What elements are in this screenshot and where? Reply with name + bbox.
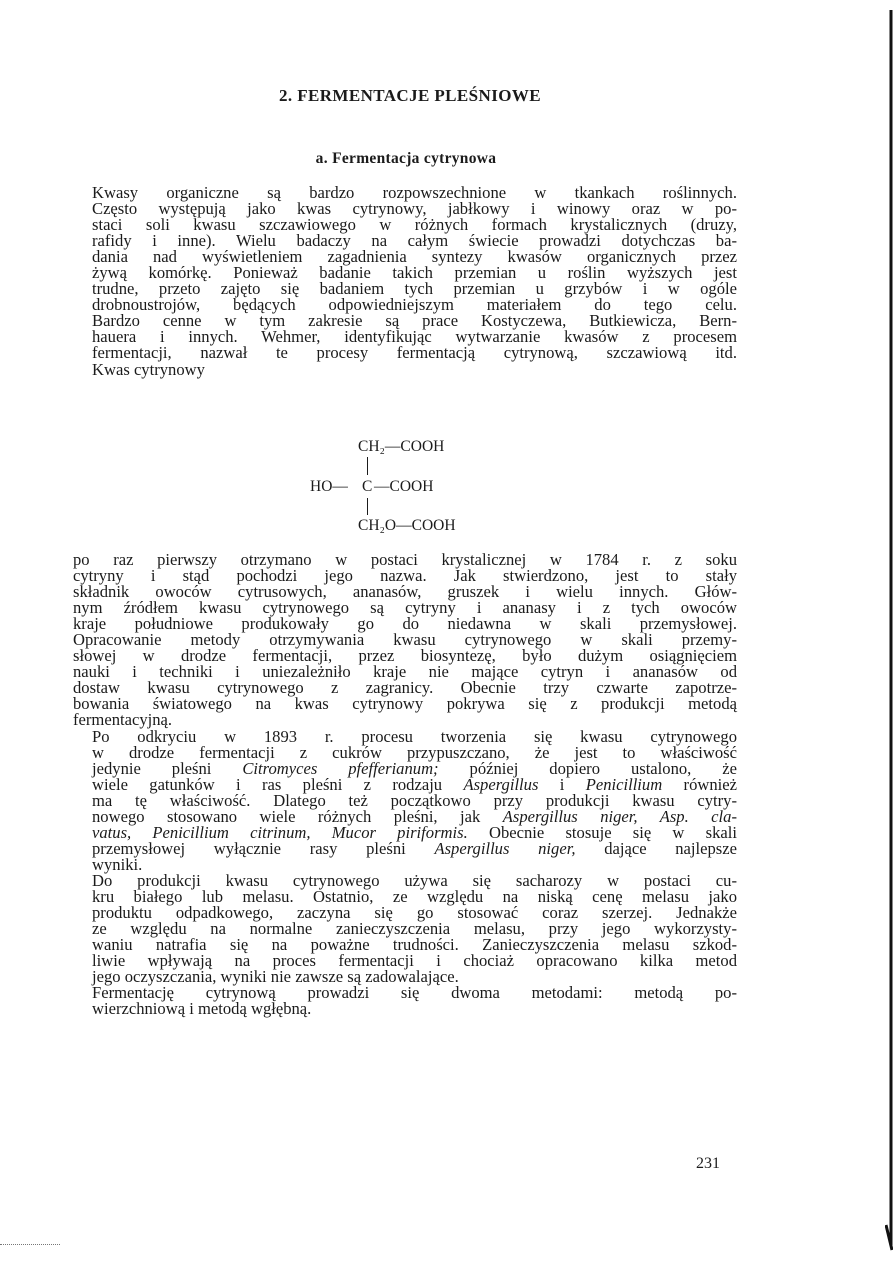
section-title: a. Fermentacja cytrynowa (315, 150, 497, 167)
text-line: waniu natrafia się na poważne trudności. Zanieczyszczenia melasu szkod- (92, 935, 737, 955)
text-line: drobnoustrojów, będących odpowiedniejszym materiałem do tego celu. (92, 295, 737, 315)
text-line: bowania światowego na kwas cytrynowy pokrywa się z produkcji metodą (73, 694, 737, 714)
text-line: cytryny i stąd pochodzi jego nazwa. Jak stwierdzono, jest to stały (73, 566, 737, 586)
text-line: staci soli kwasu szczawiowego w różnych formach krystalicznych (druzy, (92, 215, 737, 235)
text-line: wyniki. (92, 854, 143, 874)
text-line: w drodze fermentacji z cukrów przypuszczano, że jest to właściwość (92, 742, 737, 762)
paragraph-3 (73, 726, 737, 874)
text-line: po raz pierwszy otrzymano w postaci krystalicznej w 1784 r. z soku (73, 550, 737, 569)
text-line: Kwas cytrynowy (92, 359, 205, 379)
paragraph-5 (73, 985, 737, 1017)
text-line: kraje południowe produkowały go do niedawna w skali przemysłowej. (73, 614, 737, 634)
text-line: jedynie pleśni Citromyces pfefferianum; później dopiero ustalono, że (92, 758, 737, 778)
text-line: żywą komórkę. Ponieważ badanie takich przemian u roślin wyższych jest (92, 263, 737, 283)
text-line: Kwasy organiczne są bardzo rozpowszechnione w tkankach roślinnych. (92, 183, 737, 202)
italic-species-name: Penicillium (585, 774, 663, 794)
text-line: wierzchniową i metodą wgłębną. (92, 999, 312, 1019)
paragraph-4 (73, 870, 737, 987)
text-line: dostaw kwasu cytrynowego z zagranicy. Obecnie trzy czwarte zapotrze- (73, 678, 737, 698)
text-line: wiele gatunków i ras pleśni z rodzaju Aspergillus i Penicillium również (92, 774, 737, 794)
page-edge-dots (0, 1244, 60, 1246)
intro-text (73, 185, 737, 378)
text-line: Do produkcji kwasu cytrynowego używa się sacharozy w postaci cu- (92, 870, 737, 890)
text-line: trudne, przeto zajęto się badaniem tych przemian u grzybów i w ogóle (92, 279, 737, 299)
text-line: przemysłowej wyłącznie rasy pleśni Aspergillus niger, dające najlepsze (92, 838, 737, 858)
italic-species-name: Aspergillus niger, (434, 838, 576, 858)
text-line: Po odkryciu w 1893 r. procesu tworzenia się kwasu cytrynowego (92, 726, 737, 746)
text-line: ze względu na normalne zanieczyszczenia melasu, przy jego wykorzysty- (92, 919, 737, 939)
italic-species-name: Aspergillus (463, 774, 539, 794)
text-line: nauki i techniki i uniezależniło kraje nie mające cytryn i ananasów od (73, 662, 737, 682)
text-line: jego oczyszczania, wyniki nie zawsze są zadowalające. (92, 967, 459, 987)
text-line: Fermentację cytrynową prowadzi się dwoma metodami: metodą po- (92, 983, 737, 1003)
italic-species-name: Aspergillus niger, Asp. cla- (502, 806, 737, 826)
text-line: rafidy i inne). Wielu badaczy na całym świecie prowadzi dotychczas ba- (92, 231, 737, 251)
page-edge-shadow (885, 0, 893, 1263)
formula-bottom-group: CH₂O—COOH (358, 517, 456, 534)
text-line: dania nad wyświetleniem zagadnienia syntezy kwasów organicznych przez (92, 247, 737, 267)
formula-middle-left: HO— (310, 478, 348, 495)
text-line: Bardzo cenne w tym zakresie są prace Kostyczewa, Butkiewicza, Bern- (92, 311, 737, 331)
text-line: fermentacji, nazwał te procesy fermentacją cytrynową, szczawiową itd. (92, 343, 737, 363)
main-text (73, 552, 737, 1017)
text-line: Opracowanie metody otrzymywania kwasu cytrynowego w skali przemy- (73, 630, 737, 650)
text-line: fermentacyjną. (73, 710, 173, 730)
formula-top-group: CH₂—COOH (358, 438, 445, 455)
text-line: składnik owoców cytrusowych, ananasów, gruszek i wielu innych. Głów- (73, 582, 737, 602)
formula-bond-upper (367, 457, 368, 475)
text-line: liwie wpływają na proces fermentacji i chociaż opracowano kilka metod (92, 951, 737, 971)
text-line: Często występują jako kwas cytrynowy, jabłkowy i winowy oraz w po- (92, 199, 737, 219)
text-line: słowej w drodze fermentacji, przez biosyntezę, było dużym osiągnięciem (73, 646, 737, 666)
text-line: vatus, Penicillium citrinum, Mucor piriformis. Obecnie stosuje się w skali (92, 822, 737, 842)
citric-acid-formula (300, 438, 520, 538)
text-line: nym źródłem kwasu cytrynowego są cytryny i ananasy i z tych owoców (73, 598, 737, 618)
italic-species-name: vatus, Penicillium citrinum, Mucor piriformis. (92, 822, 468, 842)
chapter-title: 2. FERMENTACJE PLEŚNIOWE (279, 86, 541, 105)
formula-bond-lower (367, 498, 368, 515)
formula-middle-center: C (362, 478, 373, 495)
text-line: nowego stosowano wiele różnych pleśni, jak Aspergillus niger, Asp. cla- (92, 806, 737, 826)
text-line: ma tę właściwość. Dlatego też początkowo przy produkcji kwasu cytry- (92, 790, 737, 810)
paragraph-2 (73, 552, 737, 729)
paragraph-1 (73, 185, 737, 378)
formula-middle-right: —COOH (374, 478, 434, 495)
italic-species-name: Citromyces pfefferianum; (242, 758, 439, 778)
text-line: hauera i innych. Wehmer, identyfikując wytwarzanie kwasów z procesem (92, 327, 737, 347)
text-line: produktu odpadkowego, zaczyna się go stosować coraz szerzej. Jednakże (92, 903, 737, 923)
page-number: 231 (696, 1155, 720, 1172)
text-line: kru białego lub melasu. Ostatnio, ze względu na niską cenę melasu jako (92, 886, 737, 906)
